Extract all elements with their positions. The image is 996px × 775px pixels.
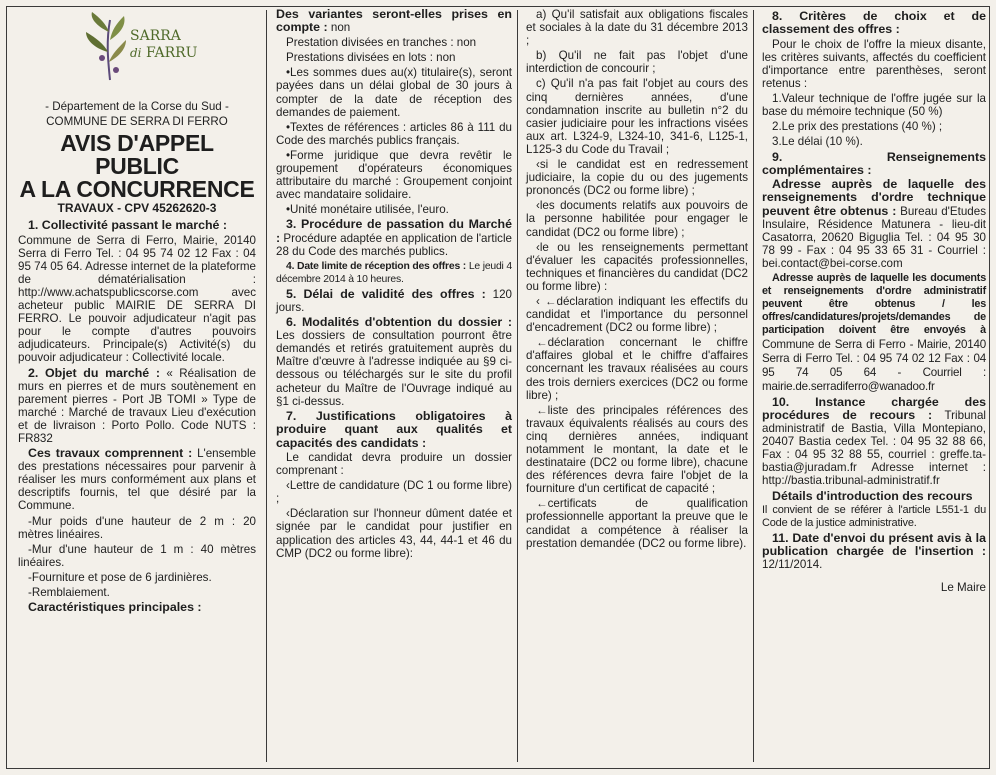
section-2-body: « Réalisation de murs en pierres et de murs soutènement en parement pierres - Port JB TOMI » Type de marché : Marché de travaux Lieu d'exécution et de livraison : Porto Pollo. Code NUTS : FR832: [18, 366, 256, 445]
department-line: - Département de la Corse du Sud -: [45, 100, 229, 113]
section-10-heading: 10. Instance chargée des procédures de recours :: [762, 394, 986, 422]
section-8-heading: 8. Critères de choix et de classement des offres :: [762, 9, 986, 37]
appeal-details-body: Il convient de se référer à l'article L551-1 du Code de la justice administrative.: [762, 503, 986, 530]
column-4: [758, 8, 990, 765]
column-divider: [266, 10, 267, 762]
section-6-heading: 6. Modalités d'obtention du dossier :: [286, 315, 512, 330]
criterion-item: 1.Valeur technique de l'offre jugée sur la base du mémoire technique (50 %): [762, 92, 986, 119]
section-3-body: Procédure adaptée en application de l'article 28 du Code des marchés publics.: [276, 231, 512, 258]
section-6-body: Les dossiers de consultation pourront être demandés et retirés gratuitement auprès du Maître d'œuvre à l'adresse indiquée au §9 ci-dessous ou téléchargés sur le site du profil acheteur du Maître de l'Ouvrage indiqué au §1 ci-dessus.: [276, 329, 512, 408]
works-body: L'ensemble des prestations nécessaires pour parvenir à réaliser les murs conformément aux plans et descriptifs fournis, tel que désiré par la Commune.: [18, 447, 256, 513]
admin-contact-body: Commune de Serra di Ferro - Mairie, 20140 Serra di Ferro Tel. : 04 95 74 02 12 Fax : 04 95 74 05 64 - Courriel : mairie.de.serradiferro@wanadoo.fr: [762, 337, 986, 393]
section-5-heading: 5. Délai de validité des offres :: [286, 286, 486, 301]
variants-value: non: [330, 21, 351, 35]
works-heading: Ces travaux comprennent :: [28, 446, 193, 461]
list-item: c) Qu'il n'a pas fait l'objet au cours des cinq dernières années, d'une condamnation inscrite au bulletin n°2 du casier judiciaire pour les infractions visées aux art. L324-9, L324-10, 341-6, L125-1, L125-3 du Code du Travail ;: [526, 77, 748, 156]
logo-line-1: SARRA: [130, 28, 181, 44]
section-1-body: Commune de Serra di Ferro, Mairie, 20140 Serra di Ferro Tel. : 04 95 74 02 12 Fax : 04 95 74 05 64. Adresse internet de la plateforme de dématérialisation : http://www.achatspublicscorse.com avec acheteur public MAIRIE DE SERRA DI FERRO. Le pouvoir adjudicateur n'agit pas pour le compte d'autres pouvoirs adjudicateurs. Principale(s) Activité(s) du pouvoir adjudicateur : Collectivité locale.: [18, 233, 256, 365]
criterion-item: 3.Le délai (10 %).: [772, 135, 863, 149]
technical-contact-body: Bureau d'Etudes Insulaire, Résidence Matunera - lieu-dit Casatorra, 20620 Biguglia Tel. : 04 95 30 78 99 - Fax : 04 95 33 65 31 - Courriel : bei.contact@bei-corse.com: [762, 204, 986, 270]
list-item: ‹les documents relatifs aux pouvoirs de la personne habilitée pour engager le candidat (DC2 ou forme libre) ;: [526, 199, 748, 239]
currency-line: •Unité monétaire utilisée, l'euro.: [286, 203, 449, 217]
section-7-intro: Le candidat devra produire un dossier comprenant :: [276, 450, 512, 478]
list-item: -Mur poids d'une hauteur de 2 m : 20 mètres linéaires.: [18, 514, 256, 541]
criterion-item: 2.Le prix des prestations (40 %) ;: [772, 120, 943, 134]
notice-title: [18, 132, 256, 201]
olive-branch-icon: [84, 12, 130, 82]
column-1: [14, 8, 260, 765]
section-8-intro: Pour le choix de l'offre la mieux disante, les critères suivants, affectés du coefficient d'importance entre parenthèses, seront retenus :: [762, 37, 986, 91]
list-item: ‹Déclaration sur l'honneur dûment datée et signée par le candidat pour justifier en application des articles 43, 44, 44-1 et 46 du CMP (DC2 ou forme libre):: [276, 507, 512, 560]
column-2: [272, 8, 516, 765]
commune-logo: [18, 8, 256, 86]
commune-line: COMMUNE DE SERRA DI FERRO: [46, 115, 228, 129]
list-item: ‹ ←déclaration indiquant les effectifs du candidat et l'importance du personnel d'encadrement (DC2 ou forme libre) ;: [526, 294, 748, 335]
logo-di: di: [130, 46, 142, 60]
column-3: [522, 8, 752, 765]
references-paragraph: •Textes de références : articles 86 à 111 du Code des marchés publics français.: [276, 120, 512, 147]
section-11-heading: 11. Date d'envoi du présent avis à la publication chargée de l'insertion :: [762, 531, 986, 559]
section-11-body: 12/11/2014.: [762, 558, 823, 572]
column-divider: [517, 10, 518, 762]
characteristics-heading: Caractéristiques principales :: [28, 600, 202, 615]
logo-line-2: [130, 45, 197, 62]
list-item: -Mur d'une hauteur de 1 m : 40 mètres linéaires.: [18, 542, 256, 569]
list-item: -Fourniture et pose de 6 jardinières.: [28, 570, 212, 584]
list-item: ←liste des principales références des travaux équivalents réalisés au cours des cinq dernières années, indiquant notamment le montant, la date et le destinataire (DC2 ou forme libre), chacune des références devra faire l'objet de la fourniture d'un certificat de capacité ;: [526, 403, 748, 496]
column-divider: [753, 10, 754, 762]
title-line-2: A LA CONCURRENCE: [19, 176, 255, 203]
list-item: ←certificats de qualification professionnelle apportant la preuve que le candidat a compétence à réaliser la prestation demandée (DC2 ou forme libre).: [526, 497, 748, 550]
section-4-body: Le jeudi 4 décembre 2014 à 10 heures.: [276, 260, 512, 285]
signature-line: Le Maire: [940, 581, 986, 595]
section-3-heading: 3. Procédure de passation du Marché :: [276, 217, 512, 245]
logo-wordmark: [130, 28, 197, 62]
section-2-heading: 2. Objet du marché :: [28, 365, 160, 380]
list-item: -Remblaiement.: [28, 586, 110, 600]
payment-paragraph: •Les sommes dues au(x) titulaire(s), seront payées dans un délai global de 30 jours à compter de la date de réception des demandes de paiement.: [276, 66, 512, 119]
admin-contact-heading: Adresse auprès de laquelle les documents et renseignements d'ordre administratif peuvent être obtenus / les offres/candidatures/projets/demandes de participation doivent être envoyés à: [762, 272, 986, 337]
title-line-1: AVIS D'APPEL PUBLIC: [60, 130, 214, 180]
legal-form-paragraph: •Forme juridique que devra revêtir le groupement d'opérateurs économiques attributaire du marché : Groupement conjoint avec mandataire solidaire.: [276, 148, 512, 202]
section-1-heading: 1. Collectivité passant le marché :: [28, 218, 228, 233]
section-10-body: Tribunal administratif de Bastia, Villa Montepiano, 20407 Bastia cedex Tel. : 04 95 32 88 66, Fax : 04 95 32 88 55, courriel : greffe.ta-bastia@juradam.fr Adresse internet : http://bastia.tribunal-administratif.fr: [762, 408, 986, 488]
list-item: ‹Lettre de candidature (DC 1 ou forme libre) ;: [276, 479, 512, 506]
list-item: a) Qu'il satisfait aux obligations fiscales et sociales à la date du 31 décembre 2013 ;: [526, 8, 748, 48]
lots-line: Prestations divisées en lots : non: [286, 51, 456, 65]
section-4-heading: 4. Date limite de réception des offres :: [286, 260, 467, 272]
technical-contact-heading: Adresse auprès de laquelle des renseignements d'ordre technique peuvent être obtenus :: [762, 177, 986, 218]
list-item: b) Qu'il ne fait pas l'objet d'une interdiction de concourir ;: [526, 49, 748, 76]
tranches-line: Prestation divisées en tranches : non: [286, 36, 477, 50]
logo-farru: FARRU: [145, 45, 198, 61]
section-5-body: 120 jours.: [276, 287, 512, 314]
list-item: ←déclaration concernant le chiffre d'affaires global et le chiffre d'affaires concernant les travaux réalisées au cours des trois derniers exercices (DC2 ou forme libre) ;: [526, 336, 748, 402]
notice-subtitle: TRAVAUX - CPV 45262620-3: [57, 201, 217, 216]
section-9-heading: 9. Renseignements complémentaires :: [762, 149, 986, 177]
section-7-heading: 7. Justifications obligatoires à produire quant aux qualités et capacités des candidats :: [276, 408, 512, 450]
variants-heading: Des variantes seront-elles prises en compte :: [276, 8, 512, 35]
list-item: ‹le ou les renseignements permettant d'évaluer les capacités professionnelles, techniques et financières du candidat (DC2 ou forme libre) :: [526, 240, 748, 293]
list-item: ‹si le candidat est en redressement judiciaire, la copie du ou des jugements prononcés (DC2 ou forme libre) ;: [526, 158, 748, 198]
appeal-details-heading: Détails d'introduction des recours: [772, 488, 973, 503]
